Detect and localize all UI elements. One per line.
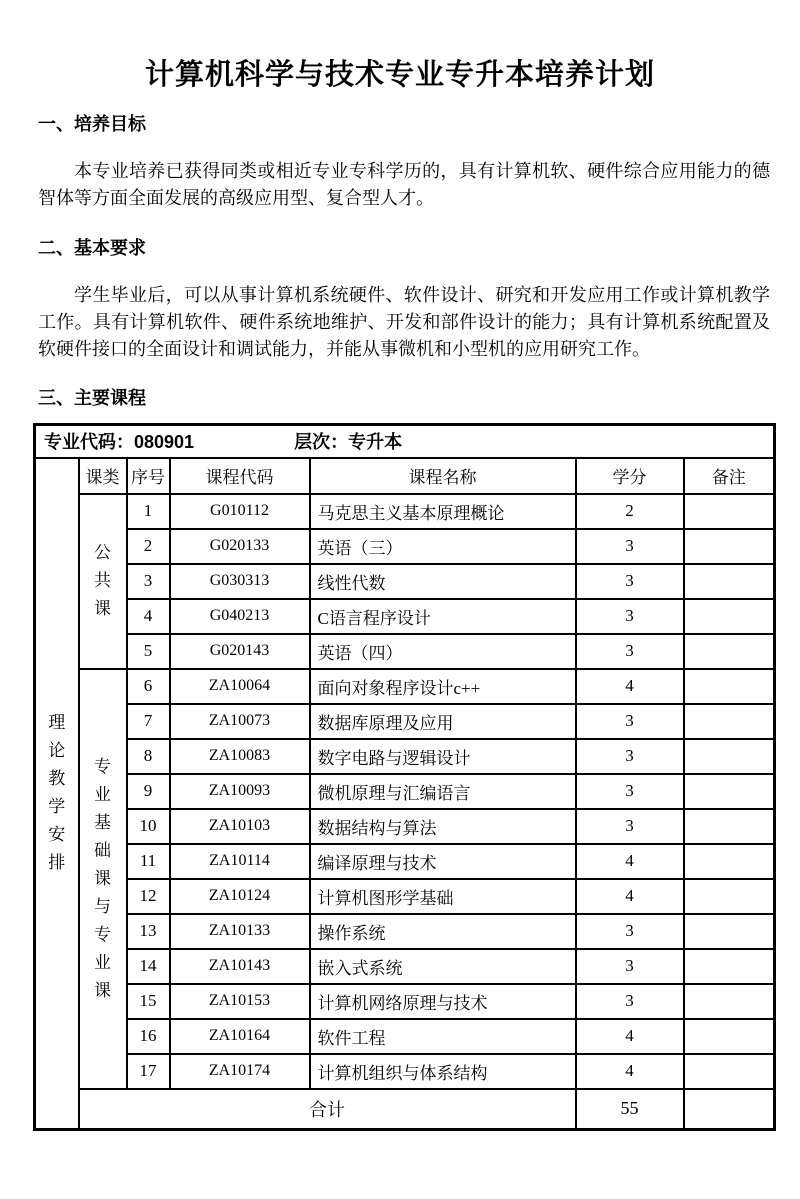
credits-cell: 3 — [576, 529, 684, 564]
category-public-cell — [79, 494, 127, 669]
credits-cell: 3 — [576, 774, 684, 809]
table-meta-cell — [35, 425, 775, 458]
credits-cell: 3 — [576, 634, 684, 669]
header-course-code: 课程代码 — [170, 458, 310, 494]
seq-cell: 15 — [127, 984, 170, 1019]
table-row — [35, 564, 775, 599]
code-cell: ZA10093 — [170, 774, 310, 809]
remark-cell — [684, 809, 775, 844]
credits-cell: 2 — [576, 494, 684, 529]
section-3-heading: 三、主要课程 — [38, 388, 146, 408]
seq-cell: 8 — [127, 739, 170, 774]
table-meta-row — [35, 425, 775, 458]
table-row — [35, 1019, 775, 1054]
seq-cell: 2 — [127, 529, 170, 564]
code-cell: ZA10133 — [170, 914, 310, 949]
code-cell: ZA10153 — [170, 984, 310, 1019]
name-cell: 数据库原理及应用 — [310, 704, 576, 739]
name-cell: 数据结构与算法 — [310, 809, 576, 844]
seq-cell: 1 — [127, 494, 170, 529]
code-cell: ZA10083 — [170, 739, 310, 774]
credits-cell: 3 — [576, 949, 684, 984]
table-row — [35, 704, 775, 739]
remark-cell — [684, 669, 775, 704]
code-cell: ZA10114 — [170, 844, 310, 879]
remark-cell — [684, 914, 775, 949]
code-cell: G020133 — [170, 529, 310, 564]
seq-cell: 6 — [127, 669, 170, 704]
remark-cell — [684, 1054, 775, 1089]
stage-group-cell — [35, 458, 79, 1130]
code-cell: G020143 — [170, 634, 310, 669]
credits-cell: 3 — [576, 914, 684, 949]
seq-cell: 11 — [127, 844, 170, 879]
remark-cell — [684, 879, 775, 914]
credits-cell: 3 — [576, 564, 684, 599]
seq-cell: 13 — [127, 914, 170, 949]
name-cell: 面向对象程序设计c++ — [310, 669, 576, 704]
table-total-row — [35, 1089, 775, 1130]
remark-cell — [684, 634, 775, 669]
code-cell: ZA10073 — [170, 704, 310, 739]
seq-cell: 17 — [127, 1054, 170, 1089]
code-cell: ZA10064 — [170, 669, 310, 704]
table-row — [35, 599, 775, 634]
credits-cell: 3 — [576, 984, 684, 1019]
remark-cell — [684, 599, 775, 634]
page-title: 计算机科学与技术专业专升本培养计划 — [144, 59, 655, 91]
table-row — [35, 774, 775, 809]
credits-cell: 3 — [576, 599, 684, 634]
category-major-cell — [79, 669, 127, 1089]
remark-cell — [684, 739, 775, 774]
total-credits-cell: 55 — [576, 1089, 684, 1130]
remark-cell — [684, 774, 775, 809]
course-table — [33, 423, 776, 1131]
category-public-label: 公共课 — [94, 543, 111, 618]
seq-cell: 7 — [127, 704, 170, 739]
seq-cell: 9 — [127, 774, 170, 809]
credits-cell: 4 — [576, 1019, 684, 1054]
name-cell: 操作系统 — [310, 914, 576, 949]
remark-cell — [684, 494, 775, 529]
section-2-paragraph: 学生毕业后，可以从事计算机系统硬件、软件设计、研究和开发应用工作或计算机教学工作。具有计算机软件、硬件系统地维护、开发和部件设计的能力；具有计算机系统配置及软硬件接口的全面设计和调试能力，并能从事微机和小型机的应用研究工作。 — [38, 285, 770, 359]
seq-cell: 12 — [127, 879, 170, 914]
name-cell: 英语（四） — [310, 634, 576, 669]
name-cell: 嵌入式系统 — [310, 949, 576, 984]
credits-cell: 4 — [576, 879, 684, 914]
section-2-heading: 二、基本要求 — [38, 238, 146, 258]
seq-cell: 3 — [127, 564, 170, 599]
code-cell: ZA10103 — [170, 809, 310, 844]
category-major-label: 专业基础课与专业课 — [94, 756, 111, 1000]
header-category: 课类 — [79, 458, 127, 494]
credits-cell: 3 — [576, 809, 684, 844]
remark-cell — [684, 844, 775, 879]
code-cell: ZA10164 — [170, 1019, 310, 1054]
table-row — [35, 844, 775, 879]
credits-cell: 4 — [576, 844, 684, 879]
name-cell: 计算机图形学基础 — [310, 879, 576, 914]
remark-cell — [684, 984, 775, 1019]
remark-cell — [684, 704, 775, 739]
code-cell: ZA10143 — [170, 949, 310, 984]
remark-cell — [684, 529, 775, 564]
table-row — [35, 914, 775, 949]
credits-cell: 3 — [576, 739, 684, 774]
seq-cell: 5 — [127, 634, 170, 669]
header-remarks: 备注 — [684, 458, 775, 494]
table-row — [35, 879, 775, 914]
major-code-label: 专业代码：080901 — [44, 432, 195, 453]
section-1-heading: 一、培养目标 — [38, 114, 146, 134]
seq-cell: 4 — [127, 599, 170, 634]
table-row — [35, 494, 775, 529]
table-row — [35, 529, 775, 564]
code-cell: G030313 — [170, 564, 310, 599]
code-cell: ZA10124 — [170, 879, 310, 914]
code-cell: G010112 — [170, 494, 310, 529]
table-row — [35, 809, 775, 844]
name-cell: 微机原理与汇编语言 — [310, 774, 576, 809]
stage-group-label: 理论教学安排 — [48, 713, 66, 873]
remark-cell — [684, 1019, 775, 1054]
code-cell: ZA10174 — [170, 1054, 310, 1089]
name-cell: 计算机网络原理与技术 — [310, 984, 576, 1019]
credits-cell: 3 — [576, 704, 684, 739]
table-row — [35, 739, 775, 774]
table-row — [35, 1054, 775, 1089]
header-seq: 序号 — [127, 458, 170, 494]
level-label: 层次：专升本 — [294, 432, 403, 453]
name-cell: 软件工程 — [310, 1019, 576, 1054]
total-remark-cell — [684, 1089, 775, 1130]
remark-cell — [684, 949, 775, 984]
credits-cell: 4 — [576, 1054, 684, 1089]
table-row — [35, 984, 775, 1019]
name-cell: 英语（三） — [310, 529, 576, 564]
name-cell: 数字电路与逻辑设计 — [310, 739, 576, 774]
seq-cell: 14 — [127, 949, 170, 984]
code-cell: G040213 — [170, 599, 310, 634]
name-cell: 编译原理与技术 — [310, 844, 576, 879]
header-course-name: 课程名称 — [310, 458, 576, 494]
section-1-paragraph: 本专业培养已获得同类或相近专业专科学历的，具有计算机软、硬件综合应用能力的德智体等方面全面发展的高级应用型、复合型人才。 — [38, 161, 770, 208]
name-cell: 线性代数 — [310, 564, 576, 599]
seq-cell: 10 — [127, 809, 170, 844]
table-row — [35, 949, 775, 984]
total-label-cell: 合计 — [79, 1089, 576, 1130]
name-cell: C语言程序设计 — [310, 599, 576, 634]
name-cell: 马克思主义基本原理概论 — [310, 494, 576, 529]
name-cell: 计算机组织与体系结构 — [310, 1054, 576, 1089]
credits-cell: 4 — [576, 669, 684, 704]
table-row — [35, 669, 775, 704]
seq-cell: 16 — [127, 1019, 170, 1054]
remark-cell — [684, 564, 775, 599]
table-row — [35, 634, 775, 669]
table-header-row — [35, 458, 775, 494]
header-credits: 学分 — [576, 458, 684, 494]
